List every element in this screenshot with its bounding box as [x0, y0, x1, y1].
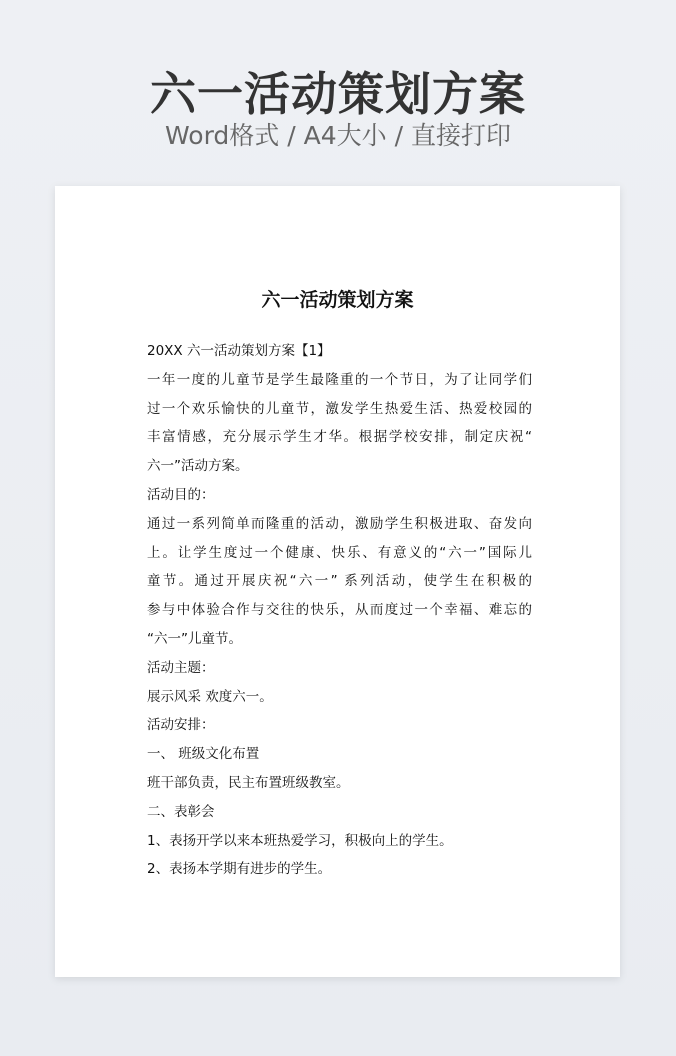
document-body: [147, 337, 532, 884]
document-line: 一年一度的儿童节是学生最隆重的一个节日，为了让同学们: [147, 371, 532, 388]
document-line: 通过一系列简单而隆重的活动，激励学生积极进取、奋发向: [147, 515, 532, 532]
banner-subtitle: Word格式 / A4大小 / 直接打印: [165, 121, 511, 150]
document-line: 二、表彰会: [147, 803, 215, 820]
document-line: “六一”儿童节。: [147, 630, 242, 647]
document-line: 20XX 六一活动策划方案【1】: [147, 343, 331, 359]
document-line: 童节。通过开展庆祝“六一” 系列活动，使学生在积极的: [147, 573, 532, 590]
document-line: 班干部负责，民主布置班级教室。: [147, 774, 350, 791]
banner-title: 六一活动策划方案: [150, 67, 526, 121]
document-line: 展示风采 欢度六一。: [147, 688, 273, 705]
document-line: 上。让学生度过一个健康、快乐、有意义的“六一”国际儿: [147, 544, 532, 561]
document-line: 活动主题：: [147, 659, 215, 676]
document-line: 丰富情感，充分展示学生才华。根据学校安排，制定庆祝“: [147, 429, 532, 446]
document-line: 2、表扬本学期有进步的学生。: [147, 861, 332, 878]
document-line: 1、表扬开学以来本班热爱学习，积极向上的学生。: [147, 832, 453, 849]
document-line: 活动安排：: [147, 717, 215, 734]
document-line: 参与中体验合作与交往的快乐，从而度过一个幸福、难忘的: [147, 602, 532, 619]
document-line: 六一”活动方案。: [147, 458, 249, 475]
document-line: 过一个欢乐愉快的儿童节，激发学生热爱生活、热爱校园的: [147, 400, 532, 417]
document-page: [55, 186, 620, 977]
document-line: 活动目的：: [147, 486, 215, 503]
document-line: 一、 班级文化布置: [147, 746, 260, 763]
document-title: 六一活动策划方案: [261, 289, 414, 311]
